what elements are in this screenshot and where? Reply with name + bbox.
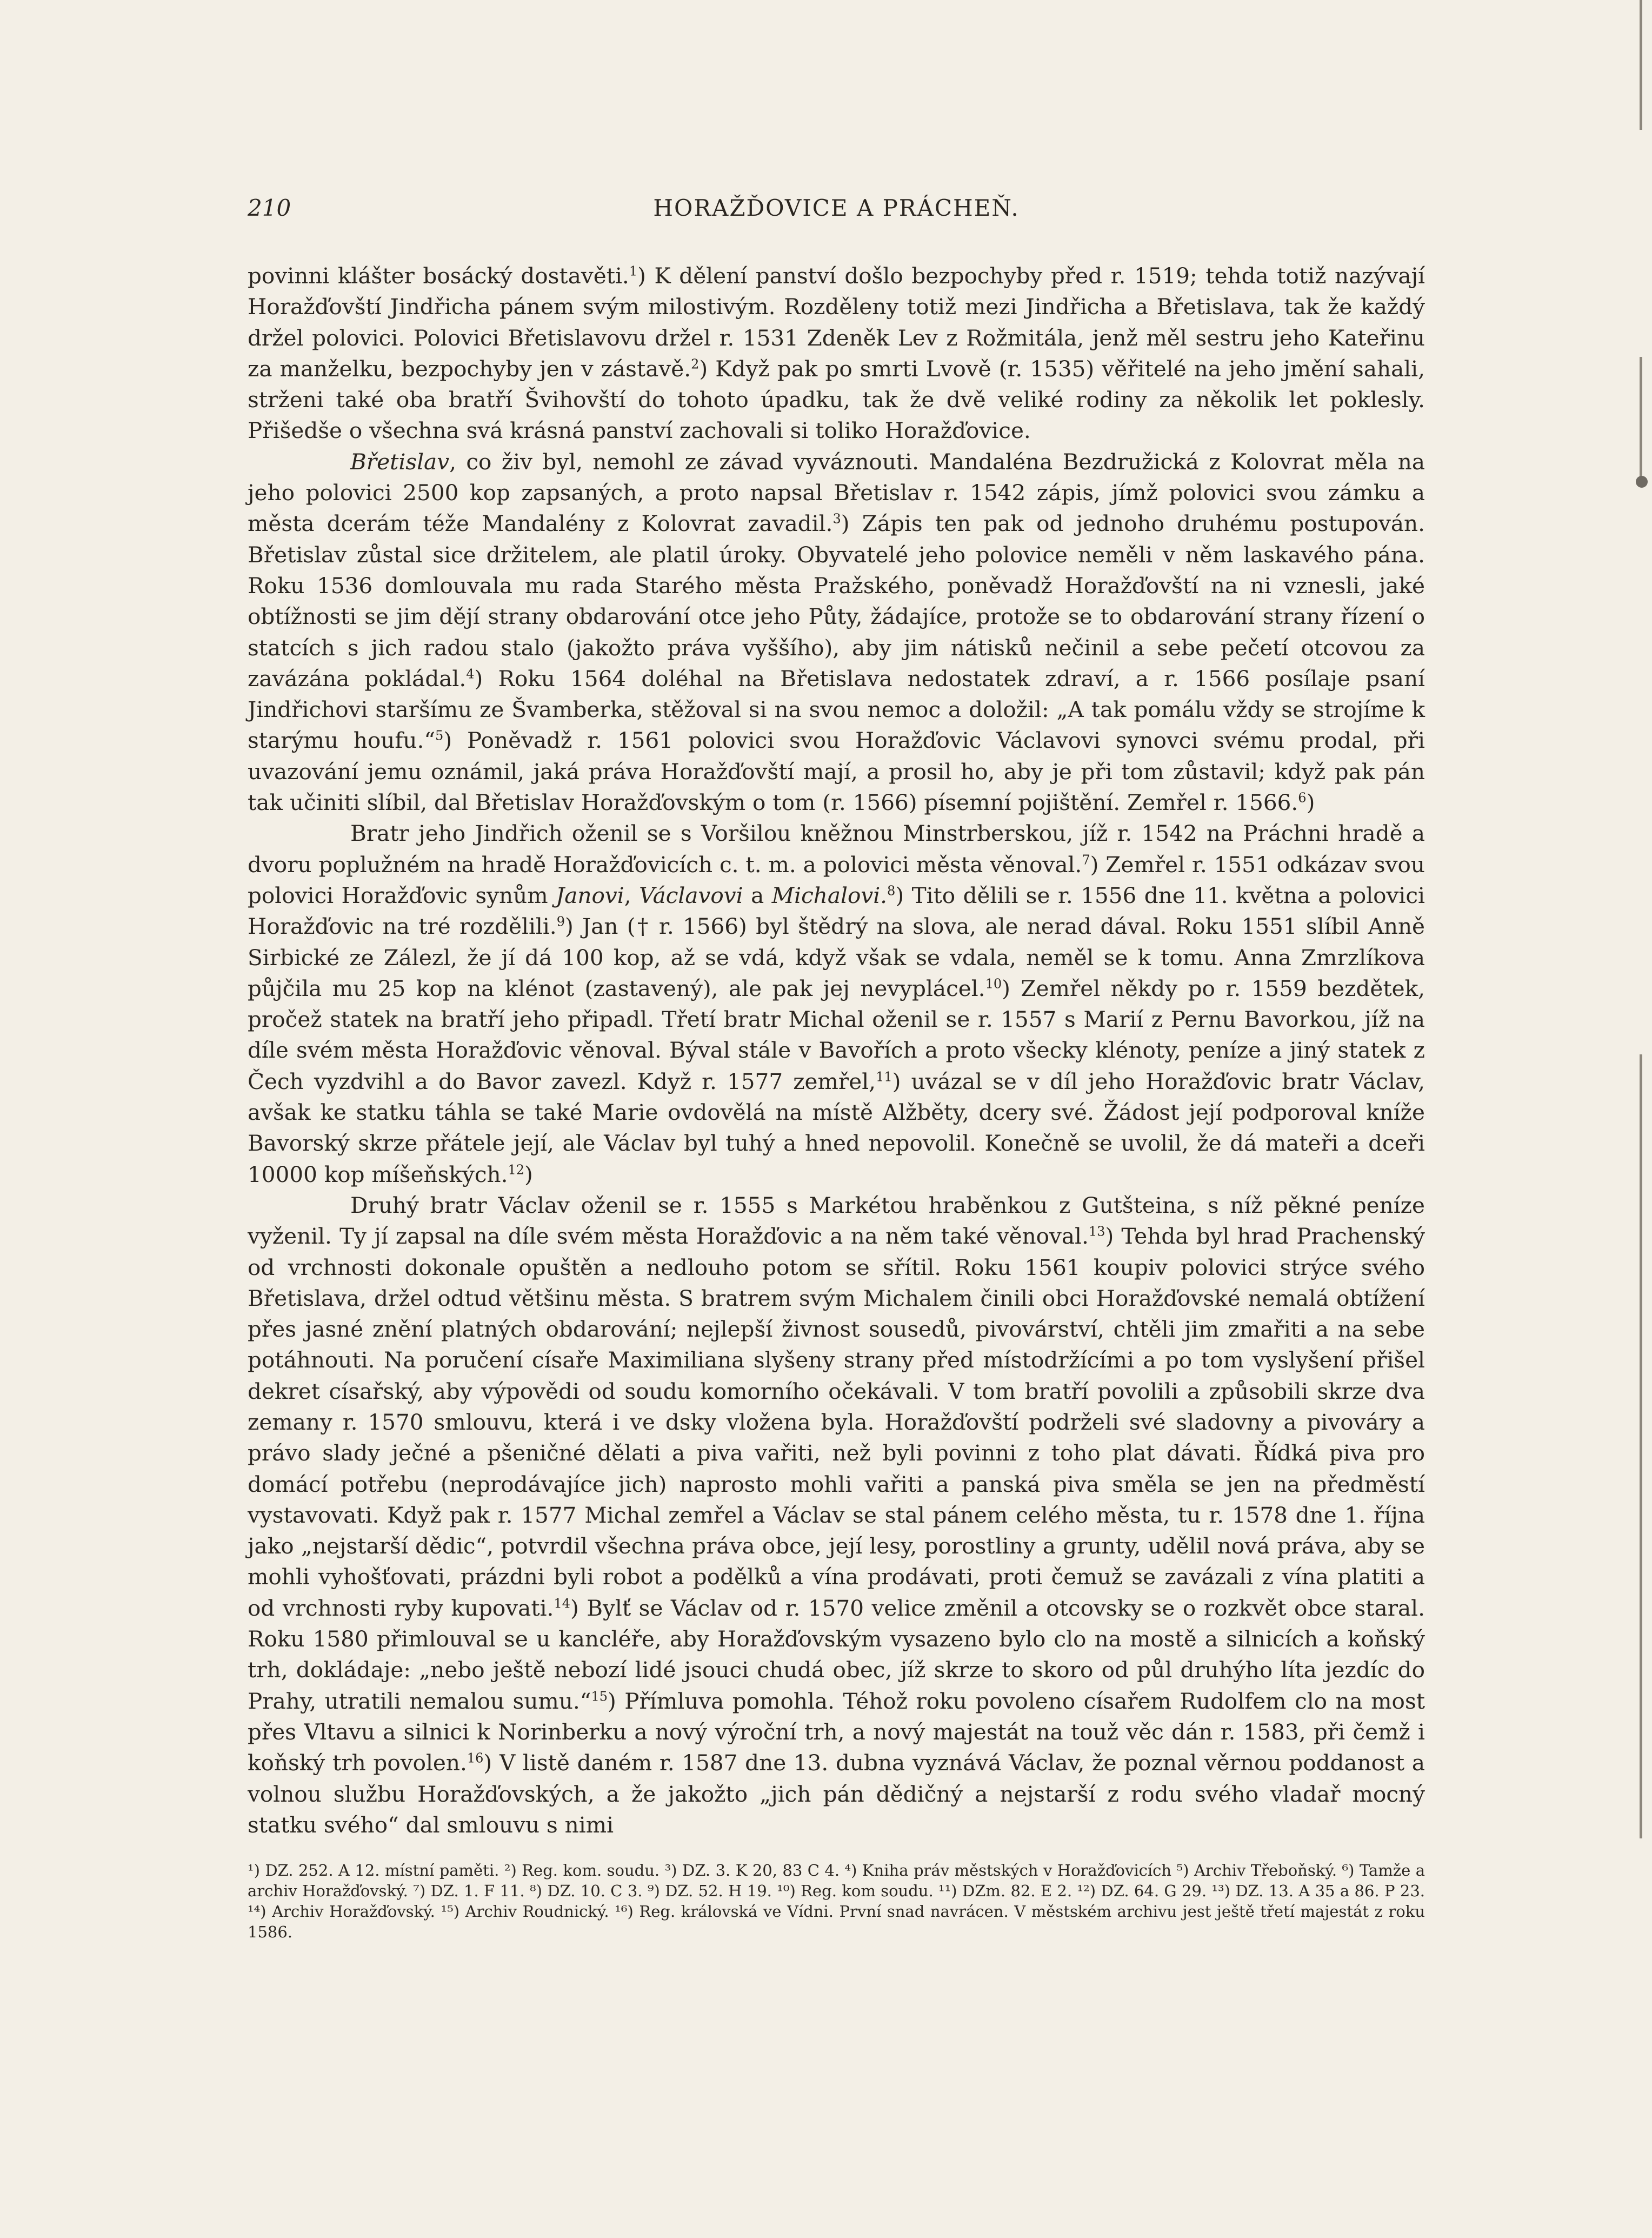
footnote-text: ¹) DZ. 252. A 12. místní paměti. ²) Reg. kom. soudu. ³) DZ. 3. K 20, 83 C 4. ⁴) Kniha práv městských v Horažďovicích ⁵) Archiv Třeboňský. ⁶) Tamže a archiv Horažďovský. ⁷) DZ. 1. F 11. ⁸) DZ. 10. C 3. ⁹) DZ. 52. H 19. ¹⁰) Reg. kom soudu. ¹¹) DZm. 82. E 2. ¹²) DZ. 64. G 29. ¹³) DZ. 13. A 35 a 86. P 23. ¹⁴) Archiv Horažďovský. ¹⁵) Archiv Roudnický. ¹⁶) Reg. královská ve Vídni. První snad navrácen. V městském archivu jest ještě třetí majestát z roku 1586. <box>248 1861 1425 1941</box>
paragraph-4: Druhý bratr Václav oženil se r. 1555 s Markétou hraběnkou z Gutšteina, s níž pěkné peníze vyženil. Ty jí zapsal na díle svém města Horažďovic a na něm také věnoval.$^{13}$) Tehda byl hrad Prachenský od vrchnosti dokonale opuštěn a nedlouho potom se sřítil. Roku 1561 koupiv polovici strýce svého Břetislava, držel odtud většinu města. S bratrem svým Michalem činili obci Horažďovské nemalá obtížení přes jasné znění platných obdarování; nejlepší živnost sousedů, pivovárství, chtěli jim zmařiti a na sebe potáhnouti. Na poručení císaře Maximiliana slyšeny strany před místodržícími a po tom vyslyšení přišel dekret císařský, aby výpovědi od soudu komorního očekávali. V tom bratří povolili a způsobili skrze dva zemany r. 1570 smlouvu, která i ve dsky vložena byla. Horažďovští podrželi své sladovny a pivováry a právo slady ječné a pšeničné dělati a piva vařiti, než byli povinni z toho plat dávati. Řídká piva pro domácí potřebu (neprodávajíce jich) naprosto mohli vařiti a panská piva směla se jen na předměstí vystavovati. Když pak r. 1577 Michal zemřel a Václav se stal pánem celého města, tu r. 1578 dne 1. října jako „nejstarší dědic“, potvrdil všechna práva obce, její lesy, porostliny a grunty, udělil nová práva, aby se mohli vyhošťovati, prázdni byli robot a podělků a vína prodávati, proti čemuž se zavázali z vína platiti a od vrchnosti ryby kupovati.$^{14}$) Bylť se Václav od r. 1570 velice změnil a otcovsky se o rozkvět obce staral. Roku 1580 přimlouval se u kancléře, aby Horažďovským vysazeno bylo clo na mostě a silnicích a koňský trh, dokládaje: „nebo ještě nebozí lidé jsouci chudá obec, jíž skrze to skoro od půl druhýho líta jezdíc do Prahy, utratili nemalou sumu.“$^{15}$) Přímluva pomohla. Téhož roku povoleno císařem Rudolfem clo na most přes Vltavu a silnici k Norinberku a nový výroční trh, a nový majestát na touž věc dán r. 1583, při čemž i koňský trh povolen.$^{16}$) V listě daném r. 1587 dne 13. dubna vyznává Václav, že poznal věrnou poddanost a volnou službu Horažďovských, a že jakožto „jich pán dědičný a nejstarší z rodu svého vladař mocný statku svého“ dal smlouvu s nimi <box>248 1192 1425 1838</box>
page-edge-line <box>1640 0 1642 130</box>
margin-dot <box>1636 476 1648 488</box>
paragraph-1: povinni klášter bosácký dostavěti.$^1$) K dělení panství došlo bezpochyby před r. 1519; tehda totiž nazývají Horažďovští Jindřicha pánem svým milostivým. Rozděleny totiž mezi Jindřicha a Břetislava, tak že každý držel polovici. Polovici Břetislavovu držel r. 1531 Zdeněk Lev z Rožmitála, jenž měl sestru jeho Kateřinu za manželku, bezpochyby jen v zástavě.$^2$) Když pak po smrti Lvově (r. 1535) věřitelé na jeho jmění sahali, strženi také oba bratří Švihovští do tohoto úpadku, tak že dvě veliké rodiny za několik let poklesly. Přišedše o všechna svá krásná panství zachovali si toliko Horažďovice. <box>248 263 1425 444</box>
page-header <box>248 195 1425 227</box>
page-edge-line <box>1640 1054 1642 1838</box>
page-edge-line <box>1640 357 1642 481</box>
paragraph-3: Bratr jeho Jindřich oženil se s Voršilou kněžnou Minstrberskou, jíž r. 1542 na Práchni hradě a dvoru poplužném na hradě Horažďovicích c. t. m. a polovici města věnoval.$^7$) Zemřel r. 1551 odkázav svou polovici Horažďovic synům Janovi, Václavovi a Michalovi.$^8$) Tito dělili se r. 1556 dne 11. května a polovici Horažďovic na tré rozdělili.$^9$) Jan († r. 1566) byl štědrý na slova, ale nerad dával. Roku 1551 slíbil Anně Sirbické ze Zálezl, že jí dá 100 kop, až se vdá, když však se vdala, neměl se k tomu. Anna Zmrzlíkova půjčila mu 25 kop na klénot (zastavený), ale pak jej nevyplácel.$^{10}$) Zemřel někdy po r. 1559 bezdětek, pročež statek na bratří jeho připadl. Třetí bratr Michal oženil se r. 1557 s Marií z Pernu Bavorkou, jíž na díle svém města Horažďovic věnoval. Býval stále v Bavořích a proto všecky klénoty, peníze a jiný statek z Čech vyzdvihl a do Bavor zavezl. Když r. 1577 zemřel,$^{11}$) uvázal se v díl jeho Horažďovic bratr Václav, avšak ke statku táhla se také Marie ovdovělá na místě Alžběty, dcery své. Žádost její podporoval kníže Bavorský skrze přátele její, ale Václav byl tuhý a hned nepovolil. Konečně se uvolil, že dá mateři a dceři 10000 kop míšeňských.$^{12}$) <box>248 820 1425 1187</box>
paragraph-2: Břetislav, co živ byl, nemohl ze závad vyváznouti. Mandaléna Bezdružická z Kolovrat měla na jeho polovici 2500 kop zapsaných, a proto napsal Břetislav r. 1542 zápis, jímž polovici svou zámku a města dcerám téže Mandalény z Kolovrat zavadil.$^3$) Zápis ten pak od jednoho druhému postupován. Břetislav zůstal sice držitelem, ale platil úroky. Obyvatelé jeho polovice neměli v něm laskavého pána. Roku 1536 domlouvala mu rada Starého města Pražského, poněvadž Horažďovští na ni vznesli, jaké obtížnosti se jim dějí strany obdarování otce jeho Půty, žádajíce, protože se to obdarování strany řízení o statcích s jich radou stalo (jakožto práva vyššího), aby jim nátisků nečinil a sebe pečetí otcovou za zavázána pokládal.$^4$) Roku 1564 doléhal na Břetislava nedostatek zdraví, a r. 1566 posílaje psaní Jindřichovi staršímu ze Švamberka, stěžoval si na svou nemoc a doložil: „A tak pomálu vždy se strojíme k starýmu houfu.“$^5$) Poněvadž r. 1561 polovici svou Horažďovic Václavovi synovci svému prodal, při uvazování jemu oznámil, jaká práva Horažďovští mají, a prosil ho, aby je při tom zůstavil; když pak pán tak učiniti slíbil, dal Břetislav Horažďovským o tom (r. 1566) písemní pojištění. Zemřel r. 1566.$^6$) <box>248 448 1425 816</box>
body-text <box>248 261 1425 1841</box>
footnotes <box>248 1860 1425 1942</box>
running-title: HORAŽĎOVICE A PRÁCHEŇ. <box>653 195 1020 221</box>
page-number: 210 <box>248 195 291 221</box>
